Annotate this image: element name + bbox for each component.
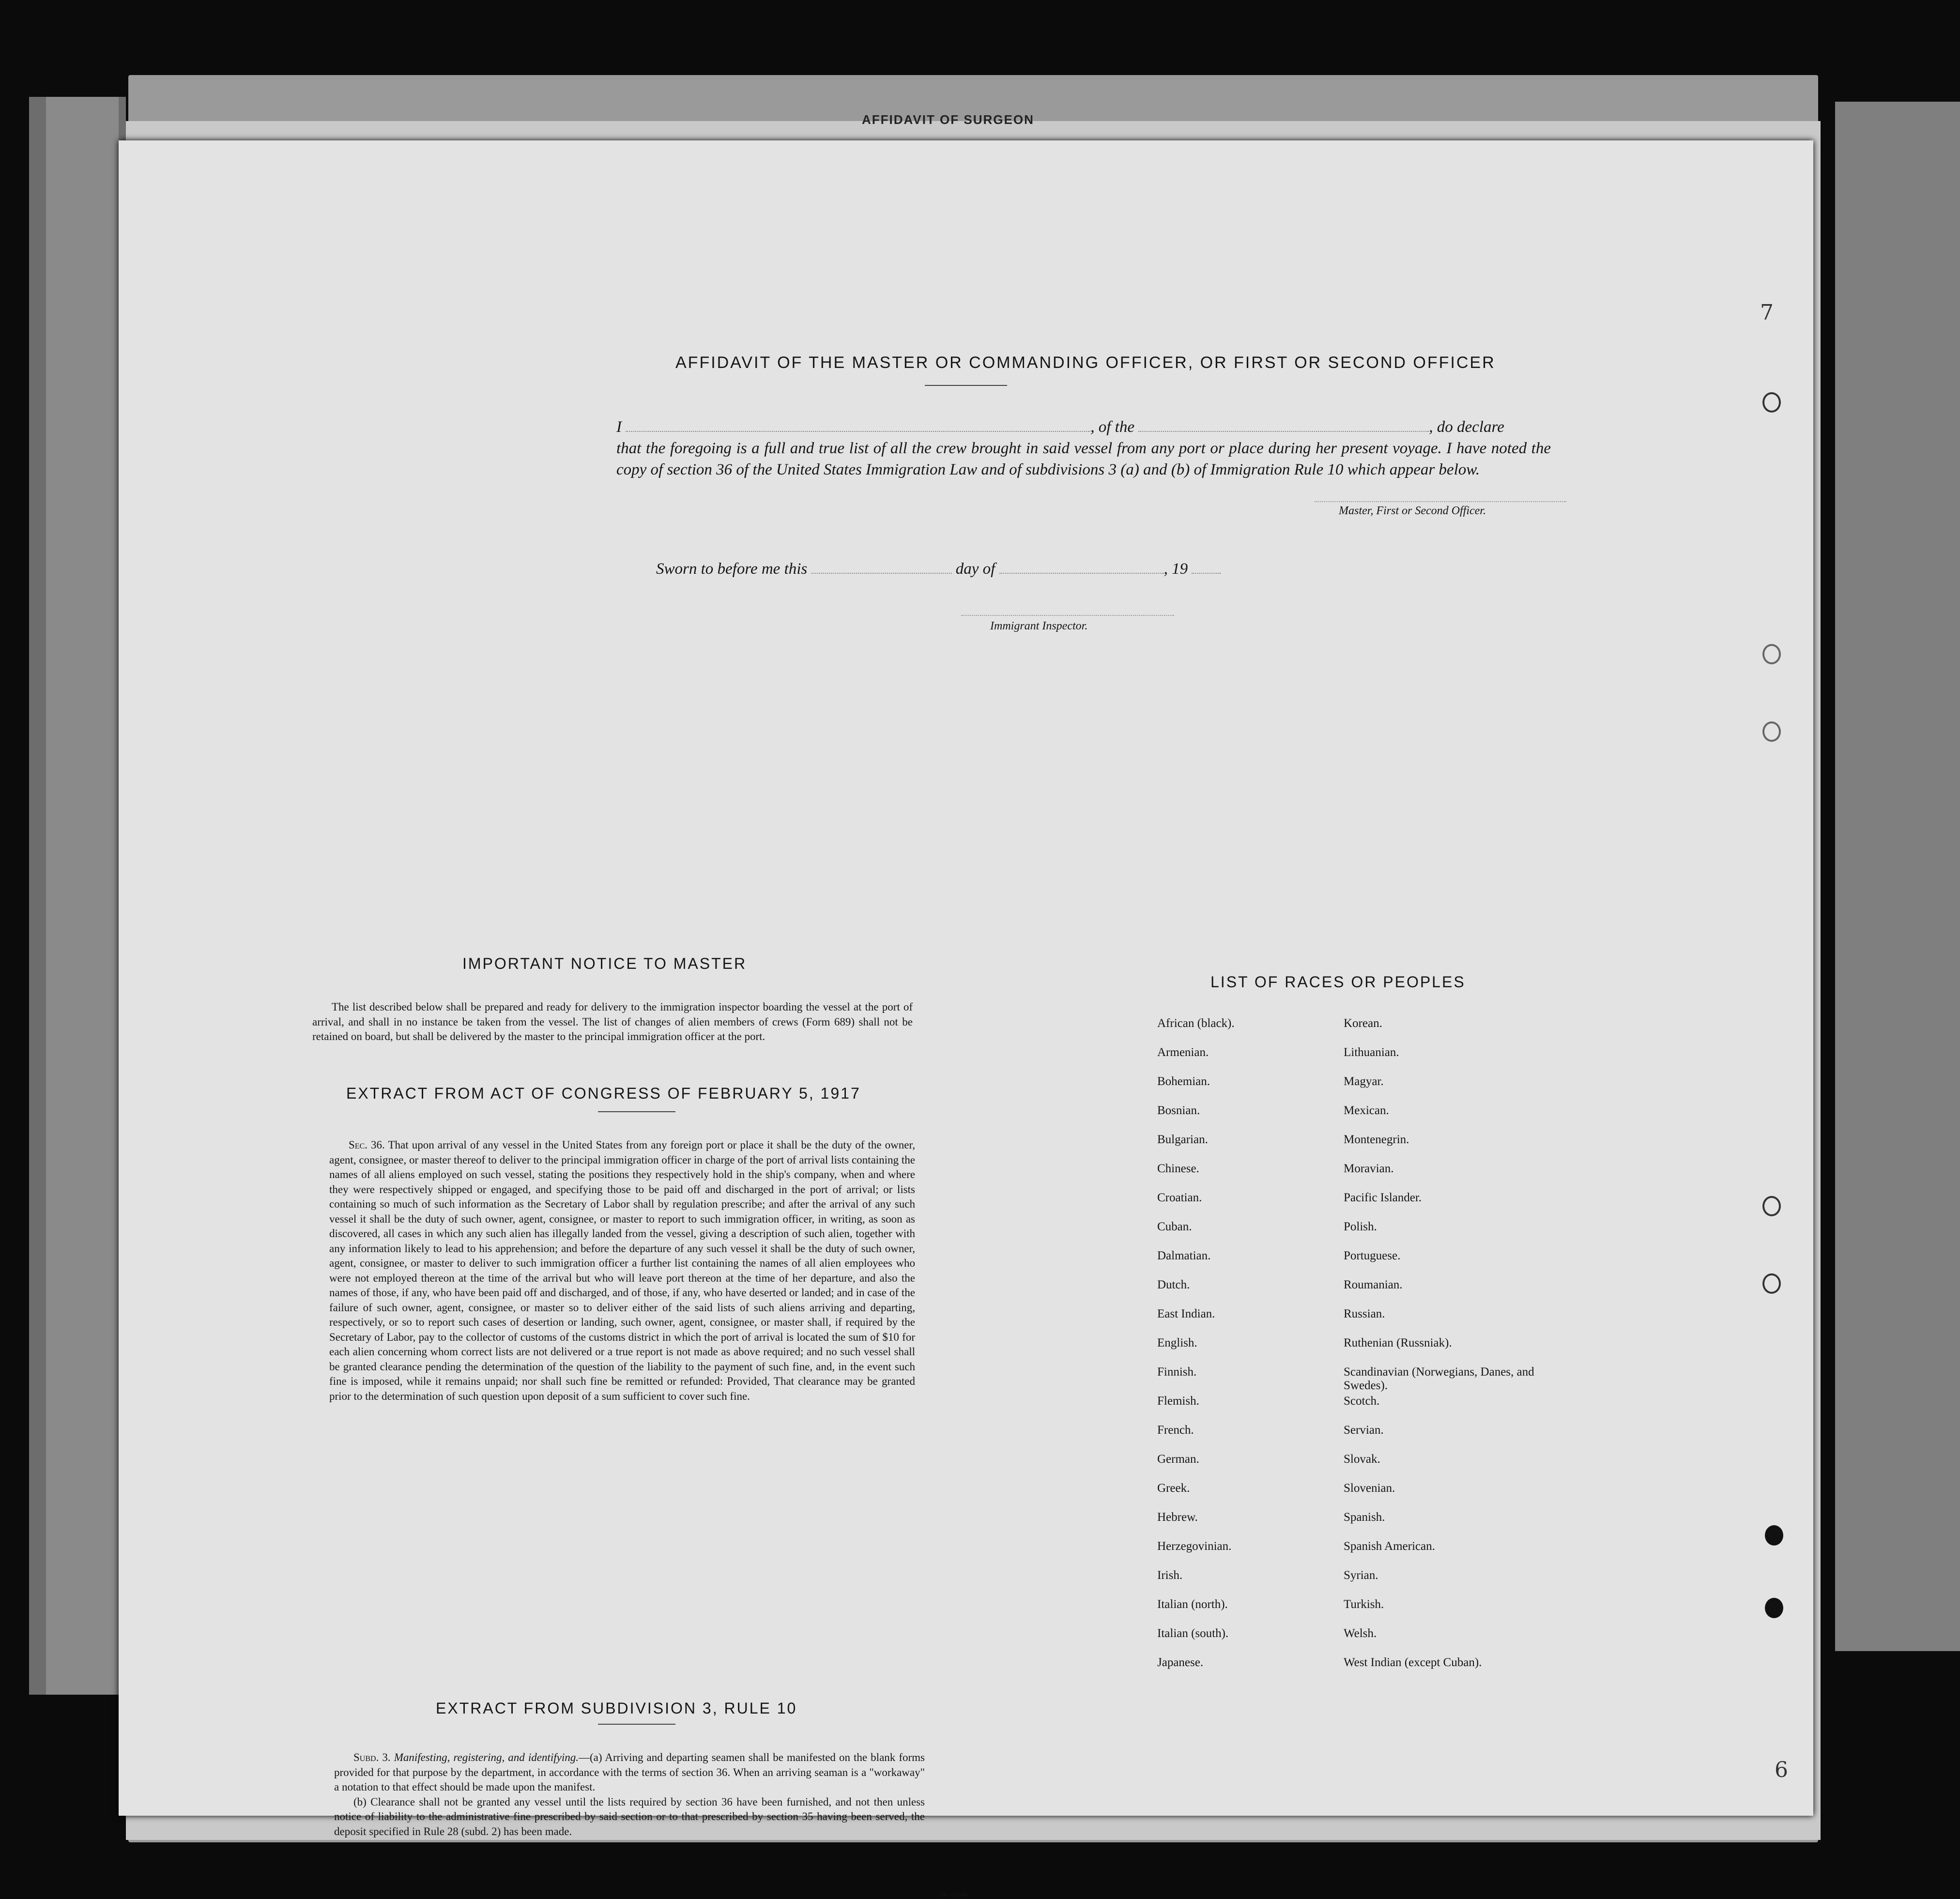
race-item: Italian (south).: [1157, 1627, 1229, 1640]
race-item: Bulgarian.: [1157, 1133, 1208, 1146]
notice-text: [312, 1000, 913, 1044]
binder-hole: [1762, 392, 1781, 413]
race-item: African (black).: [1157, 1017, 1235, 1030]
do-declare-text: , do declare: [1429, 418, 1504, 436]
race-item: Spanish American.: [1344, 1540, 1435, 1553]
race-item: French.: [1157, 1424, 1194, 1437]
race-item: Mexican.: [1344, 1104, 1389, 1117]
race-item: Syrian.: [1344, 1569, 1378, 1582]
title-rule: [925, 385, 1007, 386]
form-number: 14—1240: [938, 1891, 967, 1899]
race-item: Croatian.: [1157, 1191, 1202, 1204]
signature-line[interactable]: [1315, 501, 1566, 502]
binder-hole: [1762, 1273, 1781, 1294]
sworn-year-label: , 19: [1164, 560, 1188, 578]
sworn-prefix: Sworn to before me this: [656, 560, 808, 578]
binder-hole: [1762, 1196, 1781, 1216]
inspector-signature-line[interactable]: [961, 615, 1174, 616]
race-item: Moravian.: [1344, 1162, 1394, 1175]
race-item: West Indian (except Cuban).: [1344, 1656, 1482, 1669]
affidavit-title: AFFIDAVIT OF THE MASTER OR COMMANDING OFFICER, OR FIRST OR SECOND OFFICER: [675, 353, 1496, 372]
vessel-name-field[interactable]: [1138, 431, 1429, 432]
race-item: Scandinavian (Norwegians, Danes, and Swedes).: [1344, 1365, 1534, 1392]
race-item: Slovenian.: [1344, 1482, 1395, 1495]
race-item: English.: [1157, 1336, 1197, 1349]
race-item: Welsh.: [1344, 1627, 1377, 1640]
race-item: Flemish.: [1157, 1394, 1199, 1408]
subd-b-text: (b) Clearance shall not be granted any vessel until the lists required by section 36 have been furnished, and not then unless notice of liability to the administrative fine prescribed by said section or to that prescribed by section 35 having been served, the deposit specified in Rule 28 (subd. 2) has been made.: [334, 1795, 925, 1838]
race-item: Roumanian.: [1344, 1278, 1403, 1291]
race-item: Dutch.: [1157, 1278, 1190, 1291]
act-body: That upon arrival of any vessel in the United States from any foreign port or place it shall be the duty of the owner, agent, consignee, or master thereof to deliver to the principal immigration officer in charge of the port of arrival lists containing the names of all aliens employed on such vessel, stating the positions they respectively hold in the ship's company, when and where they were respectively shipped or engaged, and specifying those to be paid off and discharged in the port of arrival; or lists containing so much of such information as the Secretary of Labor shall by regulation prescribe; and after the arrival of any such vessel it shall be the duty of such owner, agent, consignee, or master to report to such immigration officer, in writing, as soon as discovered, all cases in which any such alien has illegally landed from the vessel, giving a description of such alien, together with any information likely to lead to his apprehension; and before the departure of any such vessel it shall be the duty of such owner, agent, consignee, or master to deliver to such immigration officer a further list containing the names of all alien employees who were not employed thereon at the time of the arrival but who will leave port thereon at the time of her departure, and also the names of those, if any, who have been paid off and discharged, and of those, if any, who have deserted or landed; and in case of the failure of such owner, agent, consignee, or master so to deliver either of the said lists of such aliens arriving and departing, respectively, or so to report such cases of desertion or landing, such owner, agent, consignee, or master shall, if required by the Secretary of Labor, pay to the collector of customs of the customs district in which the port of arrival is located the sum of $10 for each alien concerning whom correct lists are not delivered or a true report is not made as above required; and no such vessel shall be granted clearance pending the determination of the question of the liability to the payment of such fine, and, in the event such fine is imposed, while it remains unpaid; nor shall such fine be remitted or refunded: Provided, That clearance may be granted prior to the determination of such question upon deposit of a sum sufficient to cover such fine.: [329, 1139, 915, 1402]
handwritten-page-mark: 7: [1760, 300, 1774, 325]
sworn-month-field[interactable]: [999, 573, 1164, 574]
race-item: Magyar.: [1344, 1075, 1384, 1088]
race-item: Spanish.: [1344, 1511, 1385, 1524]
subd-heading: Manifesting, registering, and identifying.: [394, 1751, 579, 1763]
race-item: East Indian.: [1157, 1307, 1215, 1320]
notice-body: The list described below shall be prepared and ready for delivery to the immigration inspector boarding the vessel at the port of arrival, and shall in no instance be taken from the vessel. The list of changes of alien members of crews (Form 689) shall not be retained on board, but shall be delivered by the master to the principal immigration officer at the port.: [312, 1001, 913, 1042]
act-text: [329, 1138, 915, 1404]
subd-label: Subd. 3.: [353, 1751, 391, 1763]
race-item: Greek.: [1157, 1482, 1190, 1495]
binder-hole: [1765, 1525, 1783, 1546]
race-item: Herzegovinian.: [1157, 1540, 1232, 1553]
race-item: Russian.: [1344, 1307, 1385, 1320]
race-item: Servian.: [1344, 1424, 1384, 1437]
races-left-column: [1157, 1017, 1317, 1685]
rule-text: [334, 1750, 925, 1839]
declaration-block: [616, 416, 1551, 480]
sworn-line: [656, 560, 1221, 578]
race-item: Cuban.: [1157, 1220, 1192, 1233]
race-item: German.: [1157, 1453, 1199, 1466]
signature-label: Master, First or Second Officer.: [1339, 505, 1486, 517]
race-item: Hebrew.: [1157, 1511, 1198, 1524]
manifest-page: [119, 140, 1813, 1899]
race-item: Italian (north).: [1157, 1598, 1228, 1611]
race-item: Scotch.: [1344, 1394, 1380, 1408]
handwritten-page-mark: 6: [1775, 1758, 1788, 1782]
races-title: LIST OF RACES OR PEOPLES: [1210, 973, 1466, 991]
race-item: Armenian.: [1157, 1046, 1209, 1059]
race-item: Finnish.: [1157, 1365, 1197, 1378]
race-item: Turkish.: [1344, 1598, 1384, 1611]
race-item: Japanese.: [1157, 1656, 1204, 1669]
left-adjacent-sheet: [46, 97, 119, 1695]
sworn-year-field[interactable]: [1192, 573, 1221, 574]
sec-label: Sec. 36.: [349, 1139, 385, 1151]
inspector-label: Immigrant Inspector.: [990, 620, 1088, 632]
race-item: Slovak.: [1344, 1453, 1380, 1466]
race-item: Ruthenian (Russniak).: [1344, 1336, 1452, 1349]
race-item: Korean.: [1344, 1017, 1382, 1030]
declaration-text: that the foregoing is a full and true list of all the crew brought in said vessel from any port or place during her present voyage. I have noted the copy of section 36 of the United States Immigration Law and of subdivisions 3 (a) and (b) of Immigration Rule 10 which appear below.: [616, 440, 1551, 478]
underlying-form-heading: AFFIDAVIT OF SURGEON: [862, 112, 1034, 127]
sworn-day-field[interactable]: [812, 573, 952, 574]
race-item: Polish.: [1344, 1220, 1377, 1233]
binder-hole: [1765, 1598, 1783, 1618]
rule-title-rule: [598, 1724, 675, 1725]
race-item: Portuguese.: [1344, 1249, 1401, 1262]
binder-hole: [1762, 721, 1781, 742]
race-item: Bosnian.: [1157, 1104, 1200, 1117]
officer-name-field[interactable]: [626, 431, 1090, 432]
of-the-text: , of the: [1090, 418, 1134, 436]
race-item: Lithuanian.: [1344, 1046, 1399, 1059]
race-item: Pacific Islander.: [1344, 1191, 1422, 1204]
sworn-day-label: day of: [955, 560, 995, 578]
act-title-rule: [598, 1111, 675, 1112]
race-item: Dalmatian.: [1157, 1249, 1211, 1262]
race-item: Montenegrin.: [1344, 1133, 1409, 1146]
rule-title: EXTRACT FROM SUBDIVISION 3, RULE 10: [436, 1700, 797, 1717]
right-adjacent-sheet: [1835, 102, 1960, 1651]
race-item: Chinese.: [1157, 1162, 1199, 1175]
act-title: EXTRACT FROM ACT OF CONGRESS OF FEBRUARY 5, 1917: [346, 1085, 861, 1102]
subd-a-text: —(a) Arriving and departing seamen shall be manifested on the blank forms provided for that purpose by the department, in accordance with the terms of section 36. When an arriving seaman is a "workaway" a notation to that effect should be made upon the manifest.: [334, 1751, 925, 1793]
race-item: Bohemian.: [1157, 1075, 1210, 1088]
binder-hole: [1762, 644, 1781, 664]
notice-title: IMPORTANT NOTICE TO MASTER: [462, 955, 747, 972]
pronoun: I: [616, 418, 622, 436]
races-right-column: [1344, 1017, 1552, 1685]
race-item: Irish.: [1157, 1569, 1183, 1582]
